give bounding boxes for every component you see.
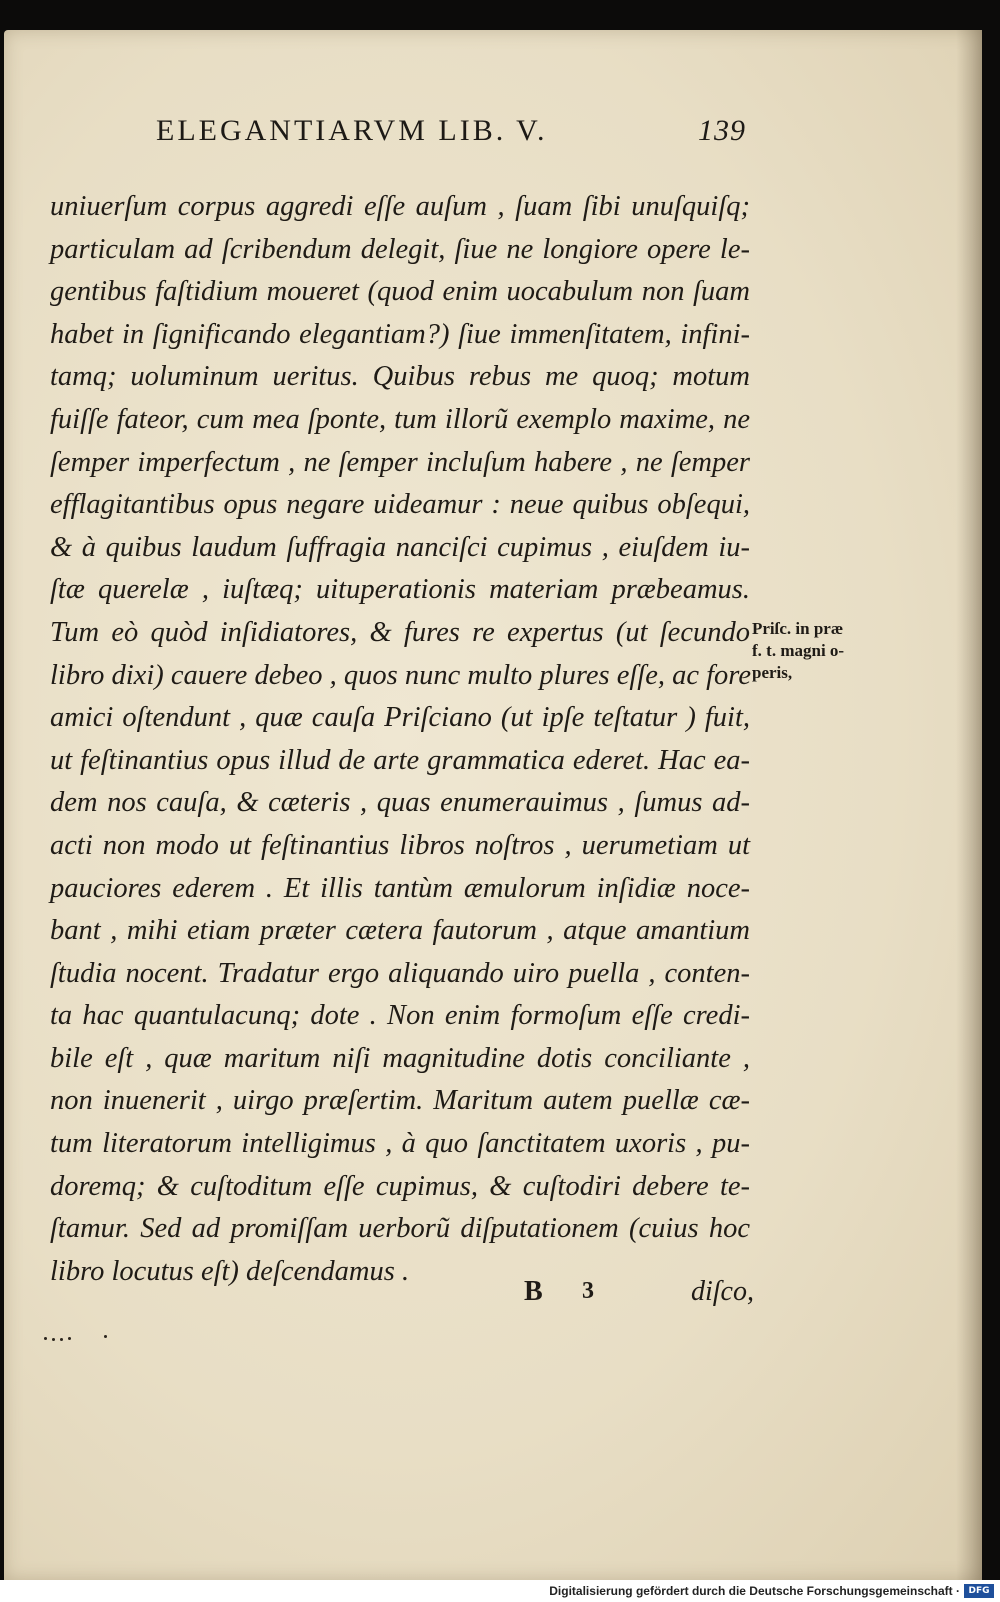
ink-speck	[60, 1338, 63, 1341]
text-line: bile eſt , quæ maritum niſi magnitudine dotis conciliante ,	[50, 1042, 750, 1074]
text-line: uniuerſum corpus aggredi eſſe auſum , ſuam ſibi unuſquiſq;	[50, 191, 750, 222]
ink-specks	[44, 1335, 124, 1345]
text-line: ſtæ querelæ , iuſtæq; uituperationis materiam præbeamus.	[50, 574, 750, 606]
text-line: tum literatorum intelligimus , à quo ſanctitatem uxoris , pu-	[50, 1128, 750, 1160]
text-line: amici oſtendunt , quæ cauſa Priſciano (ut ipſe teſtatur ) fuit,	[50, 702, 750, 734]
text-line: ſemper imperfectum , ne ſemper incluſum habere , ne ſemper	[50, 446, 750, 478]
text-line: pauciores ederem . Et illis tantùm æmulorum inſidiæ noce-	[50, 872, 750, 904]
text-line: libro dixi) cauere debeo , quos nunc multo plures eſſe, ac fore	[50, 659, 751, 691]
text-line: dem nos cauſa, & cæteris , quas enumerauimus , ſumus ad-	[50, 787, 750, 819]
text-line: acti non modo ut feſtinantius libros noſtros , uerumetiam ut	[50, 829, 750, 861]
margin-note-line: peris,	[752, 663, 793, 682]
text-line: fuiſſe fateor, cum mea ſponte, tum illorũ exemplo maxime, ne	[50, 403, 750, 435]
text-line: doremq; & cuſtoditum eſſe cupimus, & cuſtodiri debere te-	[50, 1170, 750, 1202]
text-line: non inuenerit , uirgo præſertim. Maritum autem puellæ cæ-	[50, 1085, 750, 1117]
body-text	[50, 186, 750, 1293]
text-line: efflagitantibus opus negare uideamur : neue quibus obſequi,	[50, 489, 750, 521]
margin-note-line: f. t. magni o-	[752, 641, 845, 660]
margin-note-line: Priſc. in præ	[752, 619, 844, 638]
text-line: ut feſtinantius opus illud de arte grammatica ederet. Hac ea-	[50, 744, 750, 776]
text-line: gentibus faſtidium moueret (quod enim uocabulum non ſuam	[50, 276, 750, 308]
digitization-footer	[0, 1580, 1000, 1602]
signature-mark: B	[524, 1276, 543, 1307]
text-line: & à quibus laudum ſuffragia nanciſci cupimus , eiuſdem iu-	[50, 531, 750, 563]
footer-credit: Digitalisierung gefördert durch die Deutsche Forschungsgemeinschaft ·	[549, 1584, 960, 1598]
text-line: particulam ad ſcribendum delegit, ſiue ne longiore opere le-	[50, 233, 750, 265]
page-edge-shadow	[956, 30, 982, 1580]
text-line: ſtamur. Sed ad promiſſam uerborũ diſputationem (cuius hoc	[50, 1213, 750, 1245]
ink-speck	[44, 1337, 47, 1340]
running-head	[156, 114, 746, 154]
ink-speck	[52, 1338, 55, 1341]
text-line: ta hac quantulacunq; dote . Non enim formoſum eſſe credi-	[50, 1000, 750, 1032]
running-head-title: ELEGANTIARVM LIB. V.	[156, 114, 548, 147]
margin-note	[752, 618, 892, 684]
dfg-logo: DFG	[964, 1584, 994, 1598]
text-line: tamq; uoluminum ueritus. Quibus rebus me quoq; motum	[50, 361, 750, 393]
signature-number: 3	[582, 1278, 594, 1304]
ink-speck	[104, 1335, 107, 1338]
page-number: 139	[698, 114, 746, 147]
text-line: bant , mihi etiam præter cætera fautorum , atque amantium	[50, 915, 750, 947]
ink-speck	[68, 1337, 71, 1340]
catchword: diſco,	[691, 1276, 754, 1307]
signature-line	[524, 1276, 754, 1316]
text-line: libro locutus eſt) deſcendamus .	[50, 1255, 410, 1287]
text-line: Tum eò quòd inſidiatores, & fures re expertus (ut ſecundo	[50, 616, 750, 648]
book-page	[4, 30, 982, 1580]
text-line: ſtudia nocent. Tradatur ergo aliquando uiro puella , conten-	[50, 957, 750, 989]
text-line: habet in ſignificando elegantiam?) ſiue immenſitatem, infini-	[50, 318, 750, 350]
